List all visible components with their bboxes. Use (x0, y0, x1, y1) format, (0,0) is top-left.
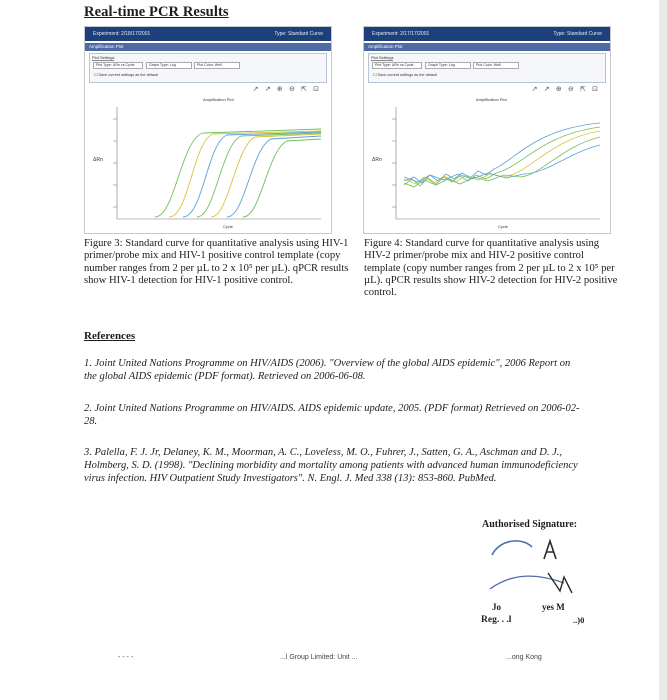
figure-4-graph-type-dropdown: Graph Type: Log (425, 62, 471, 69)
figure-3-curve-7 (243, 139, 321, 217)
footer-left-text: - - - - (118, 654, 134, 661)
figure-3-caption: Figure 3: Standard curve for quantitative analysis using HIV-1 primer/probe mix and HIV-1 positive control template (copy number ranges from 2 per µL to 2 x 10⁵ per µL). qPCR results show HIV-1 detection for HIV-1 positive control. (84, 238, 349, 286)
figure-4-caption: Figure 4: Standard curve for quantitative analysis using HIV-2 primer/probe mix and HIV-2 positive control template (copy number ranges from 2 per µL to 2 x 10⁵ per µL). qPCR results show HIV-2 detection for HIV-2 positive control. (364, 238, 618, 299)
figure-4-plot-color-dropdown: Plot Color: Well (473, 62, 519, 69)
figure-4-section-label: Amplification Plot (364, 43, 610, 51)
figure-4-settings-tab: Plot Settings (371, 55, 394, 60)
figure-3-toolbar-icons: ↗ ↗ ⊕ ⊖ ⇱ ⊡ (252, 85, 321, 93)
figure-3-graph-type-dropdown: Graph Type: Log (146, 62, 192, 69)
figure-3-experiment-label: Experiment: 2/18/17/2001 (93, 31, 151, 37)
figure-4-toolbar-icons: ↗ ↗ ⊕ ⊖ ⇱ ⊡ (531, 85, 600, 93)
reference-item: 3. Palella, F. J. Jr, Delaney, K. M., Moorman, A. C., Loveless, M. O., Fuhrer, J., Satten, G. A., Aschman and D. J., Holmberg, S. D. (1998). "Declining morbidity and mortality among patients with advanced human immunodeficiency virus infection. HIV Outpatient Study Investigators". N. Engl. J. Med 338 (13): 853-860. PubMed. (84, 447, 578, 484)
references-heading: References (84, 330, 136, 342)
figure-4-amplification-plot (364, 89, 610, 233)
figure-4-save-default-checkbox: ☐ Save current settings as the default (373, 73, 437, 77)
figure-3-plot-type-dropdown: Plot Type: ΔRn vs Cycle (93, 62, 143, 69)
signature-stroke (544, 541, 556, 559)
company-stamp-arc (490, 576, 564, 589)
figure-3-curve-6 (227, 136, 321, 217)
figure-4-x-axis-label: Cycle (498, 224, 509, 229)
figure-3-screenshot (84, 26, 332, 234)
figure-3-curve-1 (155, 129, 321, 217)
reference-item: 1. Joint United Nations Programme on HIV/AIDS (2006). "Overview of the global AIDS epidemic", 2006 Report on the global AIDS epidemic (PDF format). Retrieved on 2006-06-08. (84, 358, 571, 382)
figure-3-section-label: Amplification Plot (85, 43, 331, 51)
figure-4-checkbox-label: Save current settings as the default (377, 73, 437, 77)
signature-label: Authorised Signature: (482, 519, 578, 530)
signature-date: ..)0 (573, 615, 585, 625)
figure-3-curve-4 (197, 133, 321, 217)
page-title: Real-time PCR Results (84, 4, 229, 20)
footer-location-text: ...ong Kong (506, 654, 542, 661)
figure-3-amplification-plot (85, 89, 331, 233)
signatory-title: yes M (542, 602, 565, 612)
signatory-name: Jo (492, 602, 501, 612)
figure-3-plot-title: Amplification Plot (203, 97, 234, 102)
footer-company-text: ...l Group Limited: Unit ... (280, 654, 358, 661)
figure-4-experiment-label: Experiment: 2/17/17/2001 (372, 31, 430, 37)
figure-3-x-axis-label: Cycle (223, 224, 234, 229)
figure-4-y-axis-label: ΔRn (372, 157, 382, 163)
figure-4-plot-settings (368, 53, 606, 83)
figure-3-curve-3 (183, 132, 321, 217)
figure-4-plot-title: Amplification Plot (476, 97, 507, 102)
figure-3-save-default-checkbox: ☐ Save current settings as the default (94, 73, 158, 77)
figure-3-checkbox-label: Save current settings as the default (98, 73, 158, 77)
signature-stroke (548, 573, 572, 593)
page-footer (0, 654, 667, 670)
figure-3-plot-color-dropdown: Plot Color: Well (194, 62, 240, 69)
registration-number: Reg. . .l (481, 615, 512, 625)
figure-3-header-bar (85, 27, 331, 41)
figure-4-curve-1 (404, 123, 600, 183)
figure-3-curve-5 (211, 134, 321, 217)
signature-stamp-area (478, 533, 608, 603)
reference-item: 2. Joint United Nations Programme on HIV/AIDS. AIDS epidemic update, 2005. (PDF format) Retrieved on 2006-02-28. (84, 403, 580, 427)
figure-4-type-label: Type: Standard Curve (553, 31, 602, 37)
figure-4-plot-type-dropdown: Plot Type: ΔRn vs Cycle (372, 62, 422, 69)
figure-3-type-label: Type: Standard Curve (274, 31, 323, 37)
figure-4-header-bar (364, 27, 610, 41)
figure-3-y-axis-label: ΔRn (93, 157, 103, 163)
figure-4-curve-4 (404, 137, 600, 187)
company-stamp-arc (492, 541, 532, 555)
figure-3-settings-tab: Plot Settings (92, 55, 115, 60)
figure-3-plot-settings (89, 53, 327, 83)
figure-4-screenshot (363, 26, 611, 234)
